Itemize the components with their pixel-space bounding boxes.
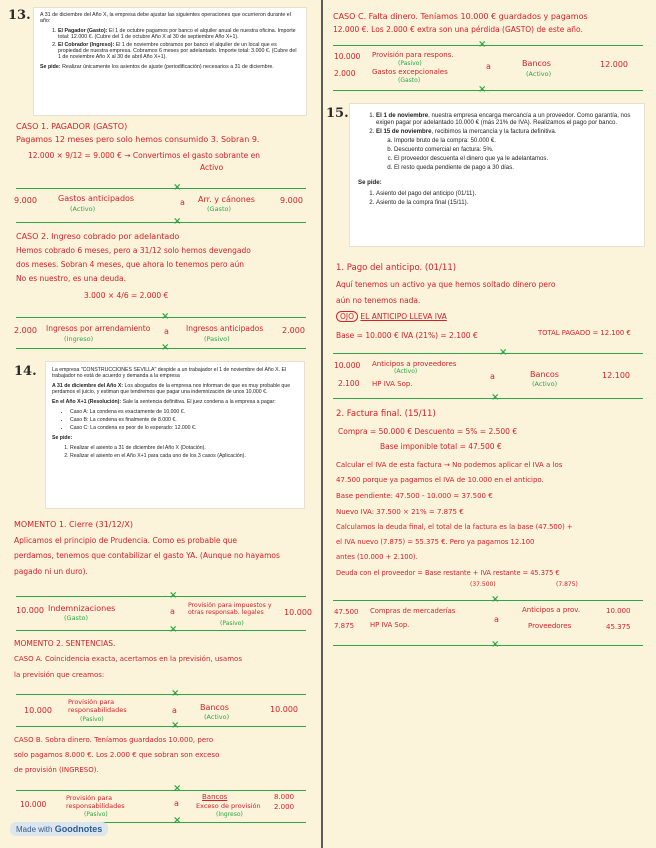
journal-x-mark: × xyxy=(491,392,500,403)
entry8-credit-account-1: Anticipos a prov. xyxy=(522,606,581,614)
q14-p2: A 31 de diciembre del Año X: Los abogados de la empresa nos informan de que es muy probable que perdamos el juicio, y estiman que tendremos que pagar una indemnización de unos 10.000 €. xyxy=(52,383,291,395)
caso2-title: CASO 2. Ingreso cobrado por adelantado xyxy=(16,232,180,241)
entry3-debit-amount: 10.000 xyxy=(16,606,44,615)
entry2-credit-tag: (Pasivo) xyxy=(204,335,230,343)
q14-caso-b: • Caso B: La condena es finalmente de 8.000 €. xyxy=(70,417,298,423)
entry4-debit-amount: 10.000 xyxy=(24,706,52,715)
entry5-credit-tag: (Ingreso) xyxy=(216,811,243,818)
journal-x-mark: × xyxy=(161,342,170,353)
journal-x-mark: × xyxy=(169,624,178,635)
journal-line xyxy=(333,600,643,601)
caso2-line3: No es nuestro, es una deuda. xyxy=(16,274,126,283)
entry8-a: a xyxy=(494,615,499,624)
entry6-debit-amount-1: 10.000 xyxy=(334,52,361,61)
entry6-credit-amount: 12.000 xyxy=(600,60,628,69)
journal-x-mark: × xyxy=(161,311,170,322)
entry8-credit-amount-2: 45.375 xyxy=(606,623,631,631)
caso1-calc-2: Activo xyxy=(200,163,224,172)
entry3-credit-account: Provisión para impuestos y otras responsab. legales xyxy=(188,602,272,617)
entry1-debit-account: Gastos anticipados xyxy=(58,194,135,203)
entry3-a: a xyxy=(170,607,175,616)
caseB-line1: CASO B. Sobra dinero. Teníamos guardados 10.000, pero xyxy=(14,736,214,744)
entry7-debit-account-2: HP IVA Sop. xyxy=(372,380,413,388)
entry7-a: a xyxy=(490,372,495,381)
h2-line4: 47.500 porque ya pagamos el IVA de 10.000 en el anticipo. xyxy=(336,476,544,484)
entry8-debit-amount-1: 47.500 xyxy=(334,608,359,616)
entry8-credit-amount-1: 10.000 xyxy=(606,607,631,615)
entry5-credit-account-1: Bancos xyxy=(202,793,228,801)
q13-item-1: 1. El Pagador (Gasto): El 1 de octubre pagamos por banco el alquiler anual de nuestra oficina. Importe total: 12.000 €. (Cubre del 1 de octubre Año X al 30 de septiembre Año X+1). xyxy=(58,28,300,40)
h2-line9: antes (10.000 + 2.100). xyxy=(336,553,418,561)
h1-line1: Aquí tenemos un activo ya que hemos soltado dinero pero xyxy=(336,280,556,289)
h2-line1: Compra = 50.000 € Descuento = 5% = 2.500 € xyxy=(338,427,518,436)
q14-se-pide: Se pide: xyxy=(52,435,73,441)
h2-line5: Base pendiente: 47.500 - 10.000 = 37.500 € xyxy=(336,492,493,500)
entry7-credit-account: Bancos xyxy=(530,370,559,379)
journal-x-mark: × xyxy=(491,594,500,605)
h2-line10: Deuda con el proveedor = Base restante + IVA restante = 45.375 € xyxy=(336,569,560,577)
entry6-debit-tag-1: (Pasivo) xyxy=(398,60,422,67)
q15-item-2d: d. El resto queda pendiente de pago a 30 días. xyxy=(394,164,636,171)
q14-intro: La empresa "CONSTRUCCIONES SEVILLA" despide a un trabajador el 1 de noviembre del Año X. El trabajador no está de acuerdo y demanda a la empresa xyxy=(52,367,287,379)
q14-caso-a: • Caso A: La condena es exactamente de 10.000 €. xyxy=(70,409,298,415)
journal-line xyxy=(333,90,643,91)
h2-line7: Calculamos la deuda final, el total de la factura es la base (47.500) + xyxy=(336,523,573,531)
journal-line xyxy=(16,188,306,189)
entry4-debit-tag: (Pasivo) xyxy=(80,716,104,723)
q15-item-1: 1. El 1 de noviembre, nuestra empresa encarga mercancía a un proveedor. Como garantía, nos exigen pagar por adelantado 10.000 € (más 21% de IVA). Realizamos el pago por banco. xyxy=(376,112,636,126)
entry6-debit-amount-2: 2.000 xyxy=(334,69,356,78)
journal-x-mark: × xyxy=(173,216,182,227)
momento1-line1: Aplicamos el principio de Prudencia. Como es probable que xyxy=(14,536,238,545)
entry8-debit-account-2: HP IVA Sop. xyxy=(370,621,410,629)
question-13-number: 13. xyxy=(8,8,31,23)
h2-line8: el IVA nuevo (7.875) = 55.375 €. Pero ya pagamos 12.100 xyxy=(336,538,535,546)
goodnotes-badge: Made with Goodnotes xyxy=(10,822,108,836)
question-15-statement xyxy=(350,104,644,246)
journal-x-mark: × xyxy=(491,639,500,650)
h1-title: 1. Pago del anticipo. (01/11) xyxy=(336,263,457,273)
entry4-credit-account: Bancos xyxy=(200,703,229,712)
entry4-a: a xyxy=(172,706,177,715)
momento1-line3: pagado ni un duro). xyxy=(14,567,88,576)
journal-x-mark: × xyxy=(171,688,180,699)
momento1-line2: perdamos, tenemos que contabilizar el gasto YA. (Aunque no hayamos xyxy=(14,551,280,560)
entry5-debit-account: Provisión para responsabilidades xyxy=(66,794,125,810)
journal-x-mark: × xyxy=(478,84,487,95)
question-15-number: 15. xyxy=(326,106,349,121)
q15-item-2: 2. El 15 de noviembre, recibimos la mercancía y la factura definitiva. a. Importe bruto de la compra: 50.000 €. b. Descuento comercial en factura: 5%. c. El proveedor descuenta el dinero que ya le adelantamos. d. El resto queda pendiente de pago a 30 días. xyxy=(376,128,636,171)
h2-title: 2. Factura final. (15/11) xyxy=(336,409,436,419)
entry2-debit-tag: (Ingreso) xyxy=(64,335,94,343)
entry2-credit-account: Ingresos anticipados xyxy=(186,324,264,333)
journal-line xyxy=(16,726,306,727)
entry2-a: a xyxy=(164,327,169,336)
caso1-line1: Pagamos 12 meses pero solo hemos consumido 3. Sobran 9. xyxy=(16,135,260,144)
q13-intro: A 31 de diciembre del Año X, la empresa debe ajustar las siguientes operaciones que ocurrieron durante el año: xyxy=(40,12,291,24)
question-13-statement xyxy=(34,8,306,115)
journal-line xyxy=(333,645,643,646)
question-14-statement xyxy=(46,362,304,508)
casoC-line1: CASO C. Falta dinero. Teníamos 10.000 € guardados y pagamos xyxy=(333,12,588,21)
entry4-credit-tag: (Activo) xyxy=(204,713,230,721)
caseA-line2: la previsión que creamos: xyxy=(14,671,105,679)
q14-caso-c: • Caso C: La condena es peor de lo esperado: 12.000 €. xyxy=(70,425,298,431)
momento1-title: MOMENTO 1. Cierre (31/12/X) xyxy=(14,520,133,529)
q14-sp2: 2. Realizar el asiento en el Año X+1 para cada uno de los 3 casos (Aplicación). xyxy=(70,453,298,459)
q14-p3: En el Año X+1 (Resolución): Sale la sentencia definitiva. El juez condena a la empresa a pagar: xyxy=(52,399,276,405)
q13-item-2: 2. El Cobrador (Ingreso): El 1 de noviembre cobramos por banco el alquiler de un local que es propiedad de nuestra empresa. Cobramos 6 meses por adelantado. Importe total: 3.000 €. (Cubre del 1 de noviembre Año X al 30 de abril Año X+1). xyxy=(58,42,300,60)
journal-line xyxy=(333,398,643,399)
entry3-debit-tag: (Gasto) xyxy=(64,614,89,622)
caso2-line2: dos meses. Sobran 4 meses, que ahora lo tenemos pero aún xyxy=(16,260,245,269)
entry3-debit-account: Indemnizaciones xyxy=(48,604,116,613)
caso1-title: CASO 1. PAGADOR (GASTO) xyxy=(16,122,128,131)
entry2-credit-amount: 2.000 xyxy=(282,326,305,335)
entry7-debit-amount-1: 10.000 xyxy=(334,361,361,370)
entry4-debit-account: Provisión para responsabilidades xyxy=(68,698,127,714)
question-14-number: 14. xyxy=(14,364,37,379)
h1-line2: aún no tenemos nada. xyxy=(336,296,421,305)
caseA-line1: CASO A. Coincidencia exacta, acertamos en la previsión, usamos xyxy=(14,655,242,663)
entry1-credit-amount: 9.000 xyxy=(280,196,303,205)
entry1-a: a xyxy=(180,198,185,207)
journal-line xyxy=(333,353,643,354)
caso2-calc: 3.000 × 4/6 = 2.000 € xyxy=(84,291,169,300)
journal-x-mark: × xyxy=(171,720,180,731)
entry5-debit-amount: 10.000 xyxy=(20,800,47,809)
caso1-calc: 12.000 × 9/12 = 9.000 € → Convertimos el gasto sobrante en xyxy=(28,151,261,160)
q13-se-pide: Se pide: Realizar únicamente los asientos de ajuste (periodificación) necesarios a 31 de diciembre. xyxy=(40,64,274,70)
entry3-credit-amount: 10.000 xyxy=(284,608,312,617)
entry5-a: a xyxy=(174,799,179,808)
q15-item-2c: c. El proveedor descuenta el dinero que ya le adelantamos. xyxy=(394,155,636,162)
caseB-line2: solo pagamos 8.000 €. Los 2.000 € que sobran son exceso xyxy=(14,751,220,759)
journal-x-mark: × xyxy=(173,783,182,794)
h2-line6: Nuevo IVA: 37.500 × 21% = 7.875 € xyxy=(336,508,464,516)
entry7-debit-tag-1: (Activo) xyxy=(394,368,418,375)
total-line: TOTAL PAGADO = 12.100 € xyxy=(538,329,631,337)
entry1-credit-tag: (Gasto) xyxy=(207,205,232,213)
caso2-line1: Hemos cobrado 6 meses, pero a 31/12 solo hemos devengado xyxy=(16,246,251,255)
entry1-credit-account: Arr. y cánones xyxy=(198,195,255,204)
journal-line xyxy=(16,596,306,597)
h2-line3: Calcular el IVA de esta factura → No podemos aplicar el IVA a los xyxy=(336,461,563,469)
entry5-credit-account-2: Exceso de provisión xyxy=(196,802,261,810)
q15-se-pide: Se pide: xyxy=(358,179,382,186)
entry7-debit-amount-2: 2.100 xyxy=(338,379,360,388)
entry6-debit-account-2: Gastos excepcionales xyxy=(372,68,448,76)
journal-x-mark: × xyxy=(169,590,178,601)
entry5-debit-tag: (Pasivo) xyxy=(84,811,108,818)
entry8-debit-amount-2: 7.875 xyxy=(334,622,355,630)
entry7-debit-account-1: Anticipos a proveedores xyxy=(372,360,457,368)
entry5-credit-amount-1: 8.000 xyxy=(274,793,295,801)
casoC-line2: 12.000 €. Los 2.000 € extra son una pérdida (GASTO) de este año. xyxy=(333,25,583,34)
entry7-credit-tag: (Activo) xyxy=(532,380,558,388)
journal-x-mark: × xyxy=(499,347,508,358)
entry7-credit-amount: 12.100 xyxy=(602,371,630,380)
h2-line11a: (37.500) xyxy=(470,581,496,588)
q15-sp1: 1. Asiento del pago del anticipo (01/11). xyxy=(376,190,636,197)
caseB-line3: de provisión (INGRESO). xyxy=(14,766,99,774)
journal-line xyxy=(16,790,306,791)
q15-item-2b: b. Descuento comercial en factura: 5%. xyxy=(394,146,636,153)
journal-x-mark: × xyxy=(478,39,487,50)
h2-line2: Base imponible total = 47.500 € xyxy=(380,442,502,451)
entry1-debit-amount: 9.000 xyxy=(14,196,37,205)
page-divider xyxy=(321,0,323,848)
journal-line xyxy=(16,222,306,223)
q14-sp1: 1. Realizar el asiento a 31 de diciembre del Año X (Dotación). xyxy=(70,445,298,451)
entry1-debit-tag: (Activo) xyxy=(70,205,96,213)
ojo-note: OJO EL ANTICIPO LLEVA IVA xyxy=(336,313,447,322)
entry6-a: a xyxy=(486,62,491,71)
entry6-debit-account-1: Provisión para respons. xyxy=(372,51,454,59)
entry2-debit-amount: 2.000 xyxy=(14,326,37,335)
entry6-credit-account: Bancos xyxy=(522,59,551,68)
journal-x-mark: × xyxy=(173,182,182,193)
entry3-credit-tag: (Pasivo) xyxy=(220,620,244,627)
entry8-debit-account-1: Compras de mercaderías xyxy=(370,607,456,615)
entry6-debit-tag-2: (Gasto) xyxy=(398,77,421,84)
journal-line xyxy=(16,630,306,631)
journal-line xyxy=(16,694,306,695)
h2-line11b: (7.875) xyxy=(556,581,578,588)
q15-item-2a: a. Importe bruto de la compra: 50.000 €. xyxy=(394,137,636,144)
base-line: Base = 10.000 € IVA (21%) = 2.100 € xyxy=(336,331,478,340)
entry2-debit-account: Ingresos por arrendamiento xyxy=(46,324,151,333)
entry6-credit-tag: (Activo) xyxy=(526,70,552,78)
journal-line xyxy=(333,45,643,46)
entry4-credit-amount: 10.000 xyxy=(270,705,298,714)
journal-x-mark: × xyxy=(173,815,182,826)
entry8-credit-account-2: Proveedores xyxy=(528,622,572,630)
q15-sp2: 2. Asiento de la compra final (15/11). xyxy=(376,199,636,206)
momento2-title: MOMENTO 2. SENTENCIAS. xyxy=(14,639,116,648)
entry5-credit-amount-2: 2.000 xyxy=(274,803,295,811)
